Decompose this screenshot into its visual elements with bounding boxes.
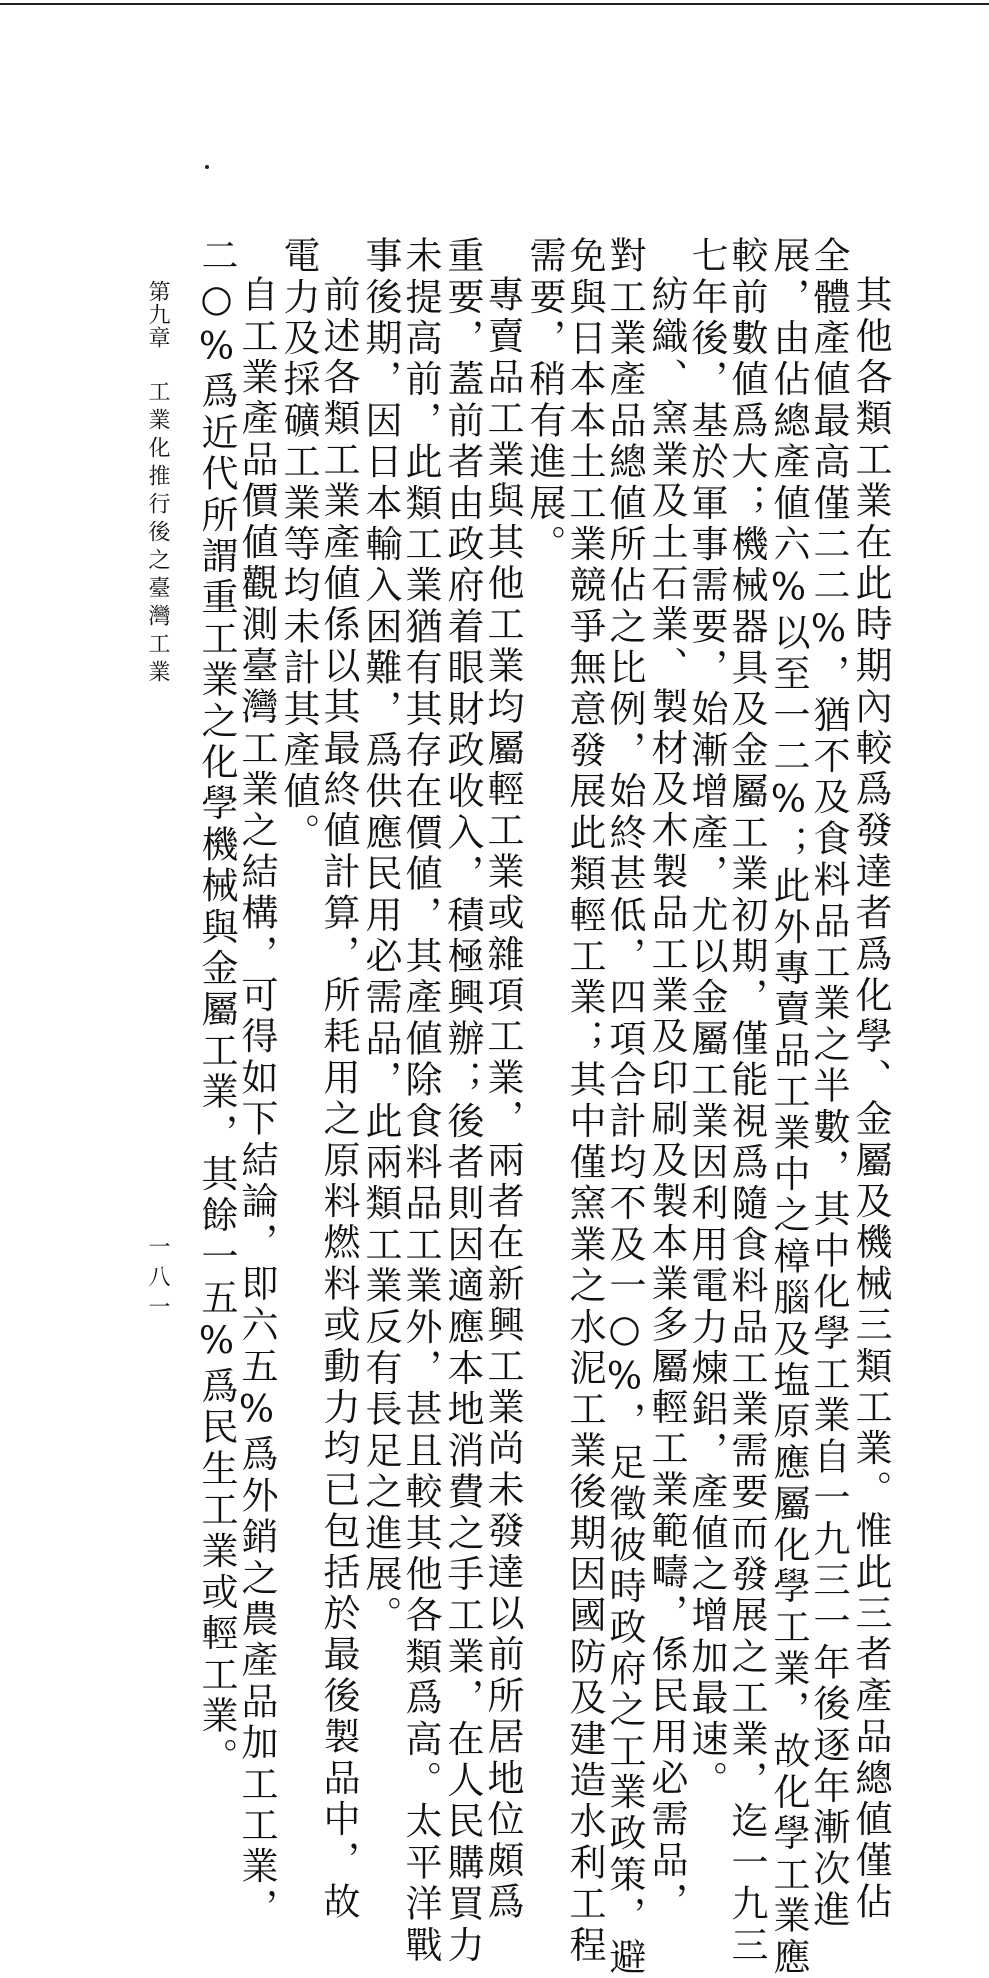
running-title: 工業化推行後之臺灣工業 (145, 380, 170, 688)
text-column: 重要，蓋前者由政府着眼財政收入，積極興辦；後者則因適應本地消費之手工業，在人民購買力 (441, 236, 484, 1967)
text-column: 專賣品工業與其他工業均屬輕工業或雜項工業，兩者在新興工業尚未發達以前所居地位頗爲 (481, 275, 524, 1923)
text-column: 事後期，因日本輸入困難，爲供應民用必需品，此兩類工業反有長足之進展。 (359, 236, 402, 1637)
text-column: 電力及採礦工業等均未計其產値。 (277, 236, 320, 854)
text-column: 展，由佔總產値六%以至一二%；此外專賣品工業中之樟腦及塩原應屬化學工業，故化學工業應 (767, 236, 810, 1978)
top-rule (0, 3, 989, 5)
text-column: 未提高前，此類工業猶有其存在價値，其產値除食料品工業外，甚且較其他各類爲高。太平洋戰 (399, 236, 442, 1967)
text-column: 較前數値爲大；機械器具及金屬工業初期，僅能視爲隨食料品工業需要而發展之工業，迄一九三 (725, 236, 768, 1967)
text-column: 免與日本本土工業競爭無意發展此類輕工業；其中僅窯業之水泥工業後期因國防及建造水利工程 (563, 236, 606, 1967)
text-column: 紡織、窯業及土石業、製材及木製品工業及印刷及製本業多屬輕工業範疇，係民用必需品， (645, 275, 688, 1923)
text-column: 前述各類工業產値係以其最終値計算，所耗用之原料燃料或動力均已包括於最後製品中，故 (317, 275, 360, 1923)
chapter-label: 第九章 (145, 280, 170, 349)
text-column: 七年後，基於軍事需要，始漸增產，尤以金屬工業因利用電力煉鋁，產値之增加最速。 (685, 236, 728, 1802)
text-column: 其他各類工業在此時期內較爲發達者爲化學、金屬及機械三類工業。惟此三者產品總値僅佔 (849, 275, 892, 1923)
text-column: 需要，稍有進展。 (523, 236, 566, 566)
text-column: 對工業產品總値所佔之比例，始終甚低，四項合計均不及一○%，足徵彼時政府之工業政策，避 (603, 236, 646, 1978)
page-number: 一八一 (145, 1235, 170, 1325)
text-column: 全體產値最高僅二二%，猶不及食料品工業之半數，其中化學工業自一九三一年後逐年漸次進 (807, 236, 850, 1932)
text-column: 二○%爲近代所謂重工業之化學機械與金屬工業，其餘一五%爲民生工業或輕工業。 (195, 236, 238, 1779)
text-column: 自工業產品價値觀測臺灣工業之結構，可得如下結論，即六五%爲外銷之農產品加工工業， (235, 275, 278, 1929)
speck-mark (205, 165, 209, 169)
